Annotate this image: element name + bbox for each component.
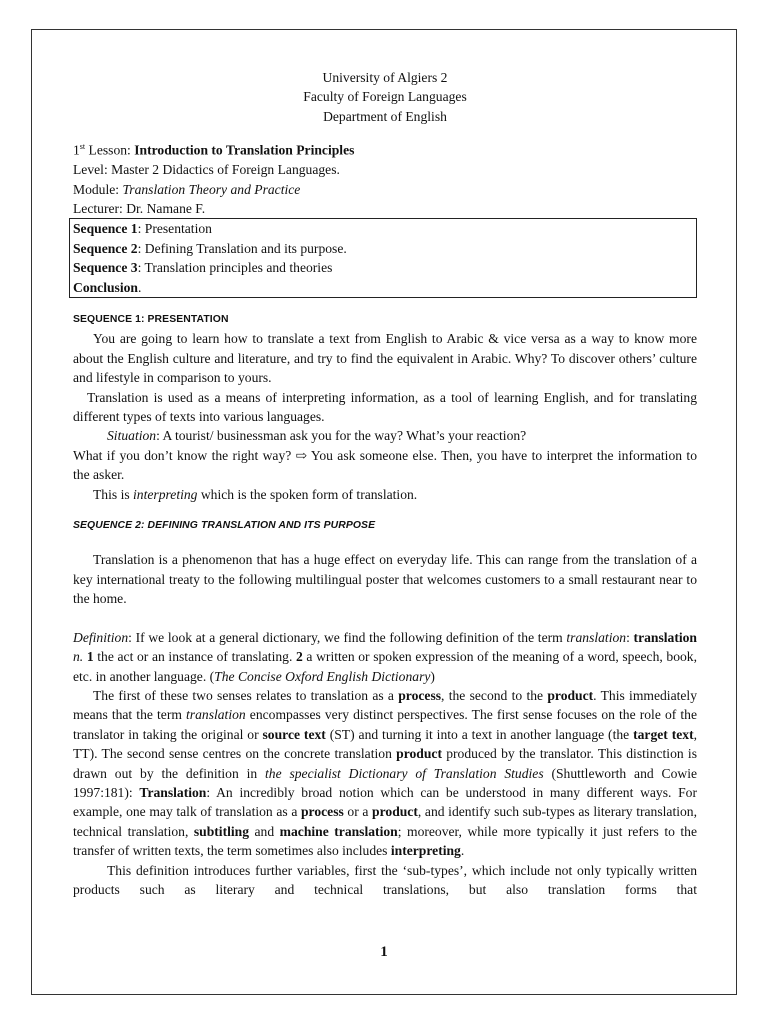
text-run: Translation [139,784,207,800]
text-run: . [460,843,465,859]
text-run: process [398,687,442,703]
lesson-number-sup: st [79,142,86,152]
text-run: the act or an instance of translating. [93,649,296,665]
text-run: and [249,823,280,839]
level-line [73,160,697,179]
text-run: or a [343,804,373,820]
lecturer-label: Lecturer: [73,200,127,216]
university-name: University of Algiers 2 [322,70,448,85]
text-run: translation [186,707,246,723]
situation-paragraph [73,426,697,445]
lecturer-line [73,199,697,218]
sequence-label: Sequence 2 [73,240,138,256]
document-body [73,68,697,899]
section1-heading: SEQUENCE 1: PRESENTATION [73,314,229,325]
situation-text: : A tourist/ businessman ask you for the way? What’s your reaction? [156,428,527,444]
sequence-item [73,239,696,258]
sequence-text: : Translation principles and theories [137,260,333,276]
interpreting-term: interpreting [133,486,198,502]
text-run: ; moreover, while more typically it just refers to the transfer of written texts, the term sometimes also includes [73,823,698,859]
situation-label: Situation [107,428,157,444]
text-run: : If we look at a general dictionary, we find the following definition of the term [128,629,567,645]
text-run: product [372,804,418,820]
text-run: The first of these two senses relates to translation as a [93,687,399,703]
text-run: product [547,687,594,703]
sequence-label: Sequence 3 [73,260,138,276]
module-value: Translation Theory and Practice [122,181,301,197]
text-run: subtitling [193,823,250,839]
text-run: ) [430,668,435,684]
section1-paragraph [73,485,697,504]
section2-paragraph: Translation is a phenomenon that has a huge effect on everyday life. This can range from the translation of a key international treaty to the following multilingual poster that welcomes customers to a small restaurant near to the home. [73,552,697,607]
section2-heading: SEQUENCE 2: DEFINING TRANSLATION AND ITS PURPOSE [73,520,376,532]
section2-paragraph [73,686,697,861]
sequence-outline-box [69,218,697,298]
text-run: the specialist Dictionary of Translation Studies [265,765,544,781]
text-run: (Shuttleworth and Cowie 1997:181): [73,765,698,800]
text-run: translation [566,629,627,645]
conclusion-text: . [137,279,142,295]
text-run: encompasses very distinct perspectives. The first sense focuses on the role of the translator in taking the original or [73,707,697,742]
lecturer-value: Dr. Namane F. [126,200,206,216]
text-run: , TT). The second sense centres on the concrete translation [73,726,697,762]
text-run: 2 [296,649,303,665]
conclusion-item [73,278,696,297]
sequence-item [73,219,696,238]
text-run: This is [93,486,134,502]
lesson-title-line [73,137,697,160]
text-run: produced by the translator. This distinction is drawn out by the definition in [73,746,697,781]
text-run: , the second to the [441,687,548,703]
sequence-text: : Defining Translation and its purpose. [137,240,347,256]
text-run: product [396,746,442,762]
text-run: target text [633,726,694,742]
text-run: a written or spoken expression of the meaning of a word, speech, book, etc. in another language. ( [73,649,698,684]
section1-paragraph: Translation is used as a means of interpreting information, as a tool of learning English, and for translating different types of texts into various languages. [73,389,697,425]
page-number: 1 [380,944,388,960]
department-name: Department of English [323,108,447,124]
text-run: . This immediately means that the term [73,687,697,723]
level-label: Level: [73,162,112,178]
sequence-item [73,258,696,277]
text-run: : An incredibly broad notion which can be understood in many different ways. For example, one may talk of translation as a [73,784,698,820]
text-run: source text [262,726,326,742]
definition-label: Definition [73,629,129,645]
lesson-title: Introduction to Translation Principles [134,142,355,158]
text-run: translation [633,629,697,645]
text-run: process [300,804,344,820]
document-header [73,68,697,126]
level-value: Master 2 Didactics of Foreign Languages. [111,162,340,178]
conclusion-label: Conclusion [73,279,138,295]
section2-paragraph: This definition introduces further variables, first the ‘sub-types’, which include not only typically written products such as literary and technical translations, but also translation forms that [73,862,697,897]
faculty-name: Faculty of Foreign Languages [303,89,467,105]
text-run: (ST) and turning it into a text in another language (the [325,726,634,742]
text-run: , and identify such sub-types as literary translation, technical translation, [73,804,697,839]
text-run: 1 [86,649,94,665]
module-line [73,180,697,199]
definition-paragraph [73,628,697,686]
lesson-number: 1 [73,142,80,158]
text-run: interpreting [390,843,461,859]
text-run: : [626,629,634,645]
text-run: which is the spoken form of translation. [197,486,418,502]
section1-paragraph: What if you don’t know the right way? ⇨ You ask someone else. Then, you have to interpret the information to the asker. [73,447,697,483]
dictionary-citation: The Concise Oxford English Dictionary [214,668,431,684]
lesson-label: Lesson: [85,142,135,158]
section1-paragraph: You are going to learn how to translate a text from English to Arabic & vice versa as a way to know more about the English culture and literature, and try to find the equivalent in Arabic. Why? To discover others’ culture and lifestyle in comparison to yours. [73,331,697,386]
sequence-text: : Presentation [137,221,212,237]
sequence-label: Sequence 1 [73,221,138,237]
module-label: Module: [73,181,123,197]
text-run: machine translation [279,823,398,839]
text-run: n. [73,649,84,665]
